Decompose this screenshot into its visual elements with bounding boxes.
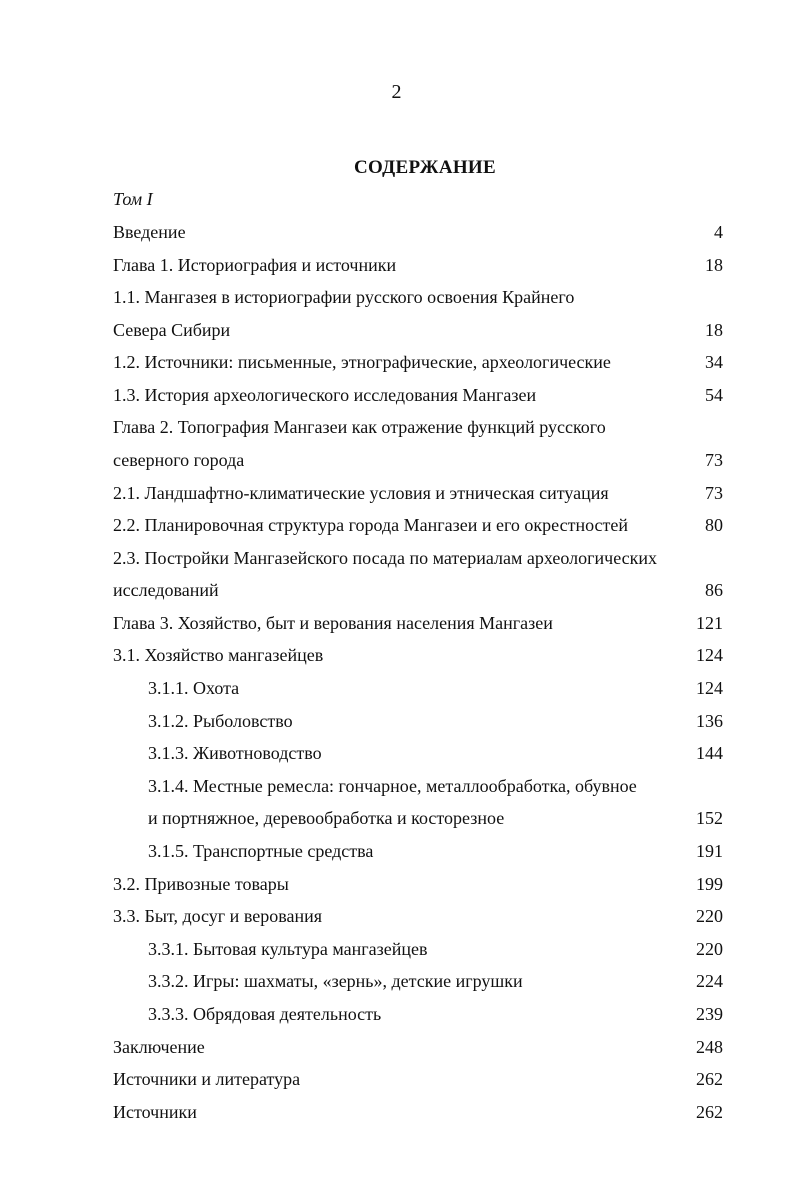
toc-entry-title: Источники xyxy=(113,1102,197,1122)
toc-entry-page: 239 xyxy=(696,1004,723,1024)
toc-entry-title: 2.3. Постройки Мангазейского посада по материалам археологических xyxy=(113,548,658,568)
toc-entry xyxy=(113,871,723,897)
toc-entry xyxy=(148,1001,723,1027)
toc-entry-title: 3.1. Хозяйство мангазейцев xyxy=(113,645,324,665)
toc-entry-page: 152 xyxy=(696,808,723,828)
toc-entry-page: 124 xyxy=(696,645,723,665)
toc-entry-title: исследований xyxy=(113,580,219,600)
toc-entry-page: 73 xyxy=(705,450,723,470)
toc-entry-title: Глава 1. Историография и источники xyxy=(113,255,397,275)
toc-entry-title: 1.1. Мангазея в историографии русского освоения Крайнего xyxy=(113,287,575,307)
toc-entry-page: 18 xyxy=(705,320,723,340)
toc-entry-page: 86 xyxy=(705,580,723,600)
toc-entry-title: 3.1.4. Местные ремесла: гончарное, металлообработка, обувное xyxy=(148,776,637,796)
toc-entry-title: 3.3.3. Обрядовая деятельность xyxy=(148,1004,382,1024)
toc-entry-title: Севера Сибири xyxy=(113,320,231,340)
toc-entry-page: 54 xyxy=(705,385,723,405)
toc-entry xyxy=(148,708,723,734)
toc-entry xyxy=(148,675,723,701)
toc-entry-title: 3.3.2. Игры: шахматы, «зернь», детские игрушки xyxy=(148,971,523,991)
toc-entry xyxy=(148,838,723,864)
toc-entry xyxy=(113,610,723,636)
toc-entry xyxy=(113,1099,723,1125)
page-title: СОДЕРЖАНИЕ xyxy=(354,157,496,178)
volume-label: Том I xyxy=(113,189,153,209)
toc-entry-page: 191 xyxy=(696,841,723,861)
toc-entry xyxy=(113,414,723,440)
toc-entry xyxy=(113,284,723,310)
toc-entry xyxy=(113,1066,723,1092)
toc-entry-page: 220 xyxy=(696,939,723,959)
toc-entry-title: 1.2. Источники: письменные, этнографические, археологические xyxy=(113,352,611,372)
toc-entry xyxy=(148,773,723,799)
toc-entry xyxy=(113,382,723,408)
toc-entry xyxy=(148,936,723,962)
toc-entry-title: 2.1. Ландшафтно-климатические условия и этническая ситуация xyxy=(113,483,609,503)
toc-entry-page: 73 xyxy=(705,483,723,503)
toc-entry-title: и портняжное, деревообработка и косторезное xyxy=(148,808,505,828)
toc-entry-page: 80 xyxy=(705,515,723,535)
toc-entry xyxy=(148,805,723,831)
toc-entry-title: 3.3.1. Бытовая культура мангазейцев xyxy=(148,939,428,959)
toc-entry-title: Введение xyxy=(113,222,186,242)
toc-entry-title: 1.3. История археологического исследования Мангазеи xyxy=(113,385,537,405)
toc-entry-page: 262 xyxy=(696,1069,723,1089)
toc-entry-page: 220 xyxy=(696,906,723,926)
toc-entry-title: 2.2. Планировочная структура города Мангазеи и его окрестностей xyxy=(113,515,629,535)
toc-entry-title: 3.1.3. Животноводство xyxy=(148,743,322,763)
toc-entry-title: северного города xyxy=(113,450,245,470)
toc-entry-page: 34 xyxy=(705,352,723,372)
toc-entry xyxy=(113,349,723,375)
toc-entry xyxy=(113,512,723,538)
toc-entry xyxy=(113,903,723,929)
toc-entry xyxy=(113,480,723,506)
toc-entry-page: 199 xyxy=(696,874,723,894)
page-number: 2 xyxy=(391,81,402,103)
toc-entry xyxy=(113,545,723,571)
toc-entry-page: 262 xyxy=(696,1102,723,1122)
toc-entry-title: 3.1.2. Рыболовство xyxy=(148,711,293,731)
toc-entry-page: 124 xyxy=(696,678,723,698)
toc-entry-page: 18 xyxy=(705,255,723,275)
toc-entry xyxy=(113,219,723,245)
toc-entry xyxy=(113,447,723,473)
toc-entry xyxy=(113,577,723,603)
toc-entry xyxy=(113,317,723,343)
toc-entry-title: Заключение xyxy=(113,1037,205,1057)
toc-entry xyxy=(113,252,723,278)
toc-entry xyxy=(148,968,723,994)
toc-entry xyxy=(148,740,723,766)
toc-entry-page: 248 xyxy=(696,1037,723,1057)
toc-entry-page: 144 xyxy=(696,743,723,763)
toc-entry-title: 3.3. Быт, досуг и верования xyxy=(113,906,322,926)
toc-entry xyxy=(113,1034,723,1060)
toc-entry-title: Источники и литература xyxy=(113,1069,301,1089)
toc-entry xyxy=(113,642,723,668)
toc-entry-title: 3.2. Привозные товары xyxy=(113,874,289,894)
toc-entry-title: 3.1.5. Транспортные средства xyxy=(148,841,374,861)
toc-entry-page: 136 xyxy=(696,711,723,731)
toc-entry-page: 121 xyxy=(696,613,723,633)
toc-entry-page: 224 xyxy=(696,971,723,991)
toc-entry-page: 4 xyxy=(714,222,723,242)
toc-entry-title: Глава 3. Хозяйство, быт и верования населения Мангазеи xyxy=(113,613,553,633)
toc-entry-title: 3.1.1. Охота xyxy=(148,678,240,698)
toc-entry-title: Глава 2. Топография Мангазеи как отражение функций русского xyxy=(113,417,606,437)
